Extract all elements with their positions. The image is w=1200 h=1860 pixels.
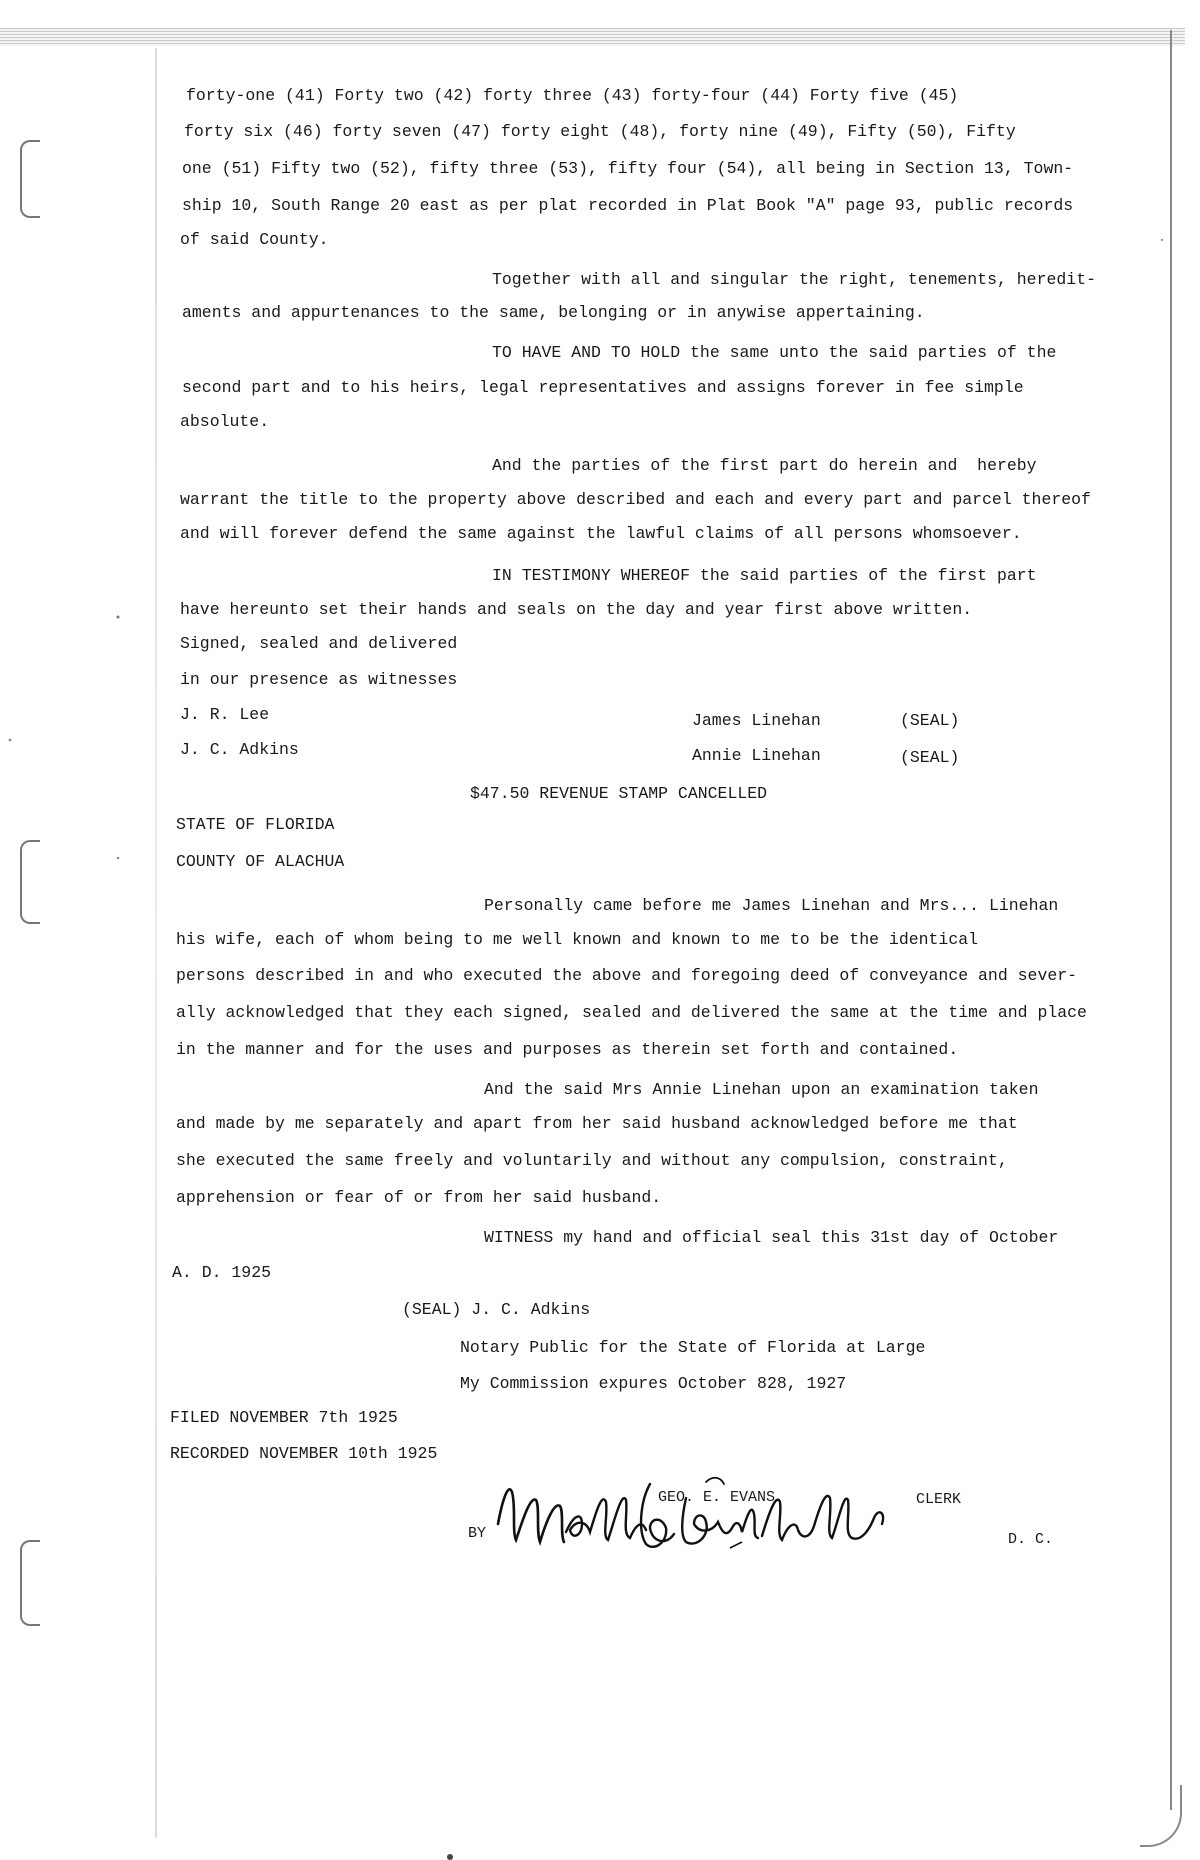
acknowledgment-line: Personally came before me James Linehan and Mrs... Linehan — [484, 896, 1059, 915]
seal-label: (SEAL) — [900, 711, 960, 730]
signer-name: James Linehan — [692, 711, 821, 730]
signer-name: Annie Linehan — [692, 746, 821, 765]
seal-label: (SEAL) — [900, 748, 960, 767]
deed-line: absolute. — [180, 412, 270, 431]
examination-line: she executed the same freely and voluntarily and without any compulsion, constraint, — [176, 1151, 1008, 1170]
clerk-title: CLERK — [916, 1491, 962, 1508]
deed-line: Together with all and singular the right, tenements, heredit- — [492, 270, 1096, 289]
deed-line: IN TESTIMONY WHEREOF the said parties of the first part — [492, 566, 1037, 585]
notary-title: Notary Public for the State of Florida at Large — [460, 1338, 926, 1357]
deputy-clerk-label: D. C. — [1008, 1531, 1054, 1548]
acknowledgment-line: in the manner and for the uses and purposes as therein set forth and contained. — [176, 1040, 959, 1059]
witness-intro-line: Signed, sealed and delivered — [180, 634, 458, 653]
deed-line: and will forever defend the same against the lawful claims of all persons whomsoever. — [180, 524, 1022, 543]
deed-line: second part and to his heirs, legal representatives and assigns forever in fee simple — [182, 378, 1024, 397]
witness-clause-date: A. D. 1925 — [172, 1263, 272, 1282]
filed-date: FILED NOVEMBER 7th 1925 — [170, 1408, 398, 1427]
deed-line: forty-one (41) Forty two (42) forty three (43) forty-four (44) Forty five (45) — [186, 86, 959, 105]
deed-line: ship 10, South Range 20 east as per plat recorded in Plat Book "A" page 93, public records — [182, 196, 1074, 215]
deed-line: aments and appurtenances to the same, belonging or in anywise appertaining. — [182, 303, 925, 322]
witness-intro-line: in our presence as witnesses — [180, 670, 458, 689]
deed-line: And the parties of the first part do herein and hereby — [492, 456, 1037, 475]
clerk-name: GEO. E. EVANS — [658, 1489, 776, 1506]
acknowledgment-line: his wife, each of whom being to me well known and known to me to be the identical — [176, 930, 979, 949]
by-label: BY — [468, 1525, 487, 1542]
deed-line: warrant the title to the property above described and each and every part and parcel thereof — [180, 490, 1091, 509]
deed-line: forty six (46) forty seven (47) forty eight (48), forty nine (49), Fifty (50), Fifty — [184, 122, 1016, 141]
acknowledgment-line: ally acknowledged that they each signed, sealed and delivered the same at the time and place — [176, 1003, 1087, 1022]
deed-line: one (51) Fifty two (52), fifty three (53), fifty four (54), all being in Section 13, Town- — [182, 159, 1074, 178]
examination-line: apprehension or fear of or from her said husband. — [176, 1188, 662, 1207]
examination-line: And the said Mrs Annie Linehan upon an examination taken — [484, 1080, 1039, 1099]
deed-line: TO HAVE AND TO HOLD the same unto the said parties of the — [492, 343, 1057, 362]
witness-clause: WITNESS my hand and official seal this 31st day of October — [484, 1228, 1059, 1247]
recorded-date: RECORDED NOVEMBER 10th 1925 — [170, 1444, 438, 1463]
witness-name: J. C. Adkins — [180, 740, 299, 759]
deed-line: of said County. — [180, 230, 329, 249]
notary-seal-signature: (SEAL) J. C. Adkins — [402, 1300, 591, 1319]
examination-line: and made by me separately and apart from her said husband acknowledged before me that — [176, 1114, 1018, 1133]
state-heading: STATE OF FLORIDA — [176, 815, 335, 834]
deed-line: have hereunto set their hands and seals on the day and year first above written. — [180, 600, 973, 619]
witness-name: J. R. Lee — [180, 705, 270, 724]
acknowledgment-line: persons described in and who executed the above and foregoing deed of conveyance and sever- — [176, 966, 1078, 985]
revenue-stamp-note: $47.50 REVENUE STAMP CANCELLED — [470, 784, 768, 803]
county-heading: COUNTY OF ALACHUA — [176, 852, 345, 871]
notary-commission: My Commission expures October 828, 1927 — [460, 1374, 847, 1393]
